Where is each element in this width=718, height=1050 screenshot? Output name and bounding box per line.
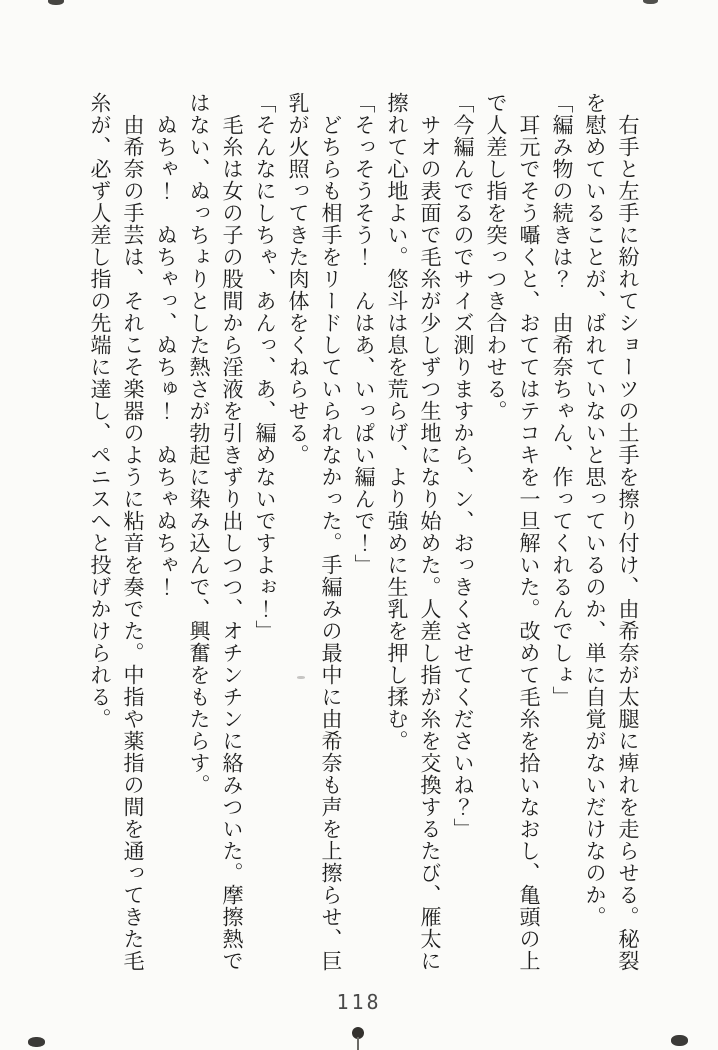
- paragraph: 由希奈の手芸は、それこそ楽器のように粘音を奏でた。中指や薬指の間を通ってきた毛糸が、必ず人差し指の先端に達し、ペニスへと投げかけられる。: [88, 92, 145, 972]
- paragraph: どちらも相手をリードしていられなかった。手編みの最中に由希奈も声を上擦らせ、巨乳が火照ってきた肉体をくねらせる。: [286, 92, 343, 972]
- binding-mark-line: [357, 1037, 359, 1050]
- paragraph: 「編み物の続きは？ 由希奈ちゃん、作ってくれるんでしょ」: [550, 92, 574, 708]
- paragraph: 耳元でそう囁くと、おててはテコキを一旦解いた。改めて毛糸を拾いなおし、亀頭の上で人差し指を突っつき合わせる。: [484, 92, 541, 972]
- paragraph: 右手と左手に紛れてショーツの土手を擦り付け、由希奈が太腿に痺れを走らせる。秘裂を慰めていることが、ばれていないと思っているのか、単に自覚がないだけなのか。: [583, 92, 640, 972]
- page-footer: [0, 990, 718, 1014]
- paragraph: 「今編んでるのでサイズ測りますから、ン、おっきくさせてくださいね？」: [451, 92, 475, 840]
- paragraph: 「そっそうそう！ んはあ、いっぱい編んで！」: [352, 92, 376, 576]
- scan-artifact-top-right: [643, 0, 658, 4]
- paragraph: ぬちゃ！ ぬちゃっ、ぬちゅ！ ぬちゃぬちゃ！: [154, 92, 178, 598]
- scan-artifact-bottom-left: [28, 1037, 45, 1047]
- body-text: [82, 92, 644, 978]
- paragraph: 毛糸は女の子の股間から淫液を引きずり出しつつ、オチンチンに絡みついた。摩擦熱ではない、ぬっちょりとした熱さが勃起に染み込んで、興奮をもたらす。: [187, 92, 244, 972]
- scan-artifact-smudge: [297, 676, 305, 679]
- scan-artifact-bottom-right: [671, 1035, 688, 1046]
- paragraph: 「そんなにしちゃ、あんっ、あ、編めないですよぉ！」: [253, 92, 277, 642]
- page-number: 118: [336, 990, 382, 1014]
- scan-artifact-top-left: [48, 0, 64, 5]
- paragraph: サオの表面で毛糸が少しずつ生地になり始めた。人差し指が糸を交換するたび、雁太に擦れて心地よい。悠斗は息を荒らげ、より強めに生乳を押し揉む。: [385, 92, 442, 972]
